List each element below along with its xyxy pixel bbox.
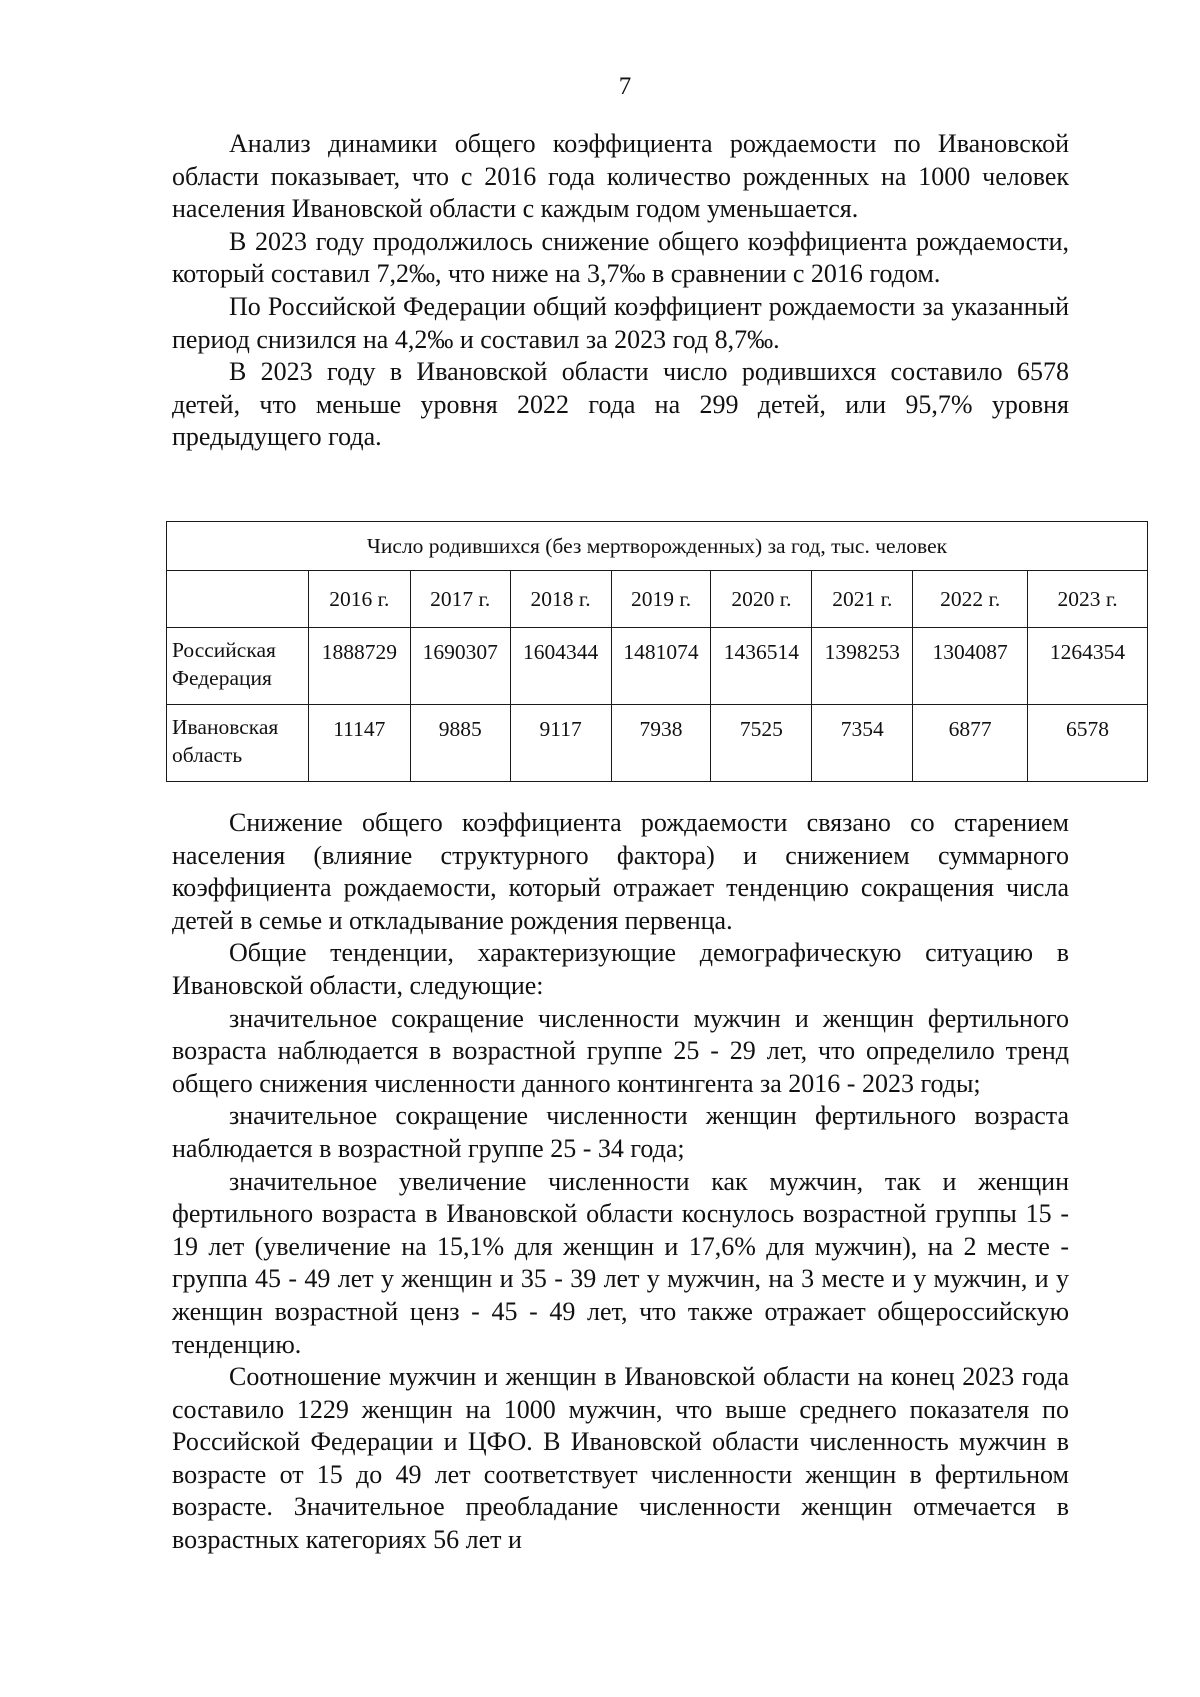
paragraph: В 2023 году в Ивановской области число родившихся составило 6578 детей, что меньше уровня 2022 года на 299 детей, или 95,7% уровня предыдущего года. bbox=[172, 357, 1069, 452]
table-cell: 7525 bbox=[711, 705, 812, 782]
list-item: значительное сокращение численности женщин фертильного возраста наблюдается в возрастной группе 25 - 34 года; bbox=[172, 1101, 1069, 1163]
paragraph: В 2023 году продолжилось снижение общего коэффициента рождаемости, который составил 7,2‰, что ниже на 3,7‰ в сравнении с 2016 годом. bbox=[172, 226, 1069, 289]
page-number: 7 bbox=[618, 73, 632, 100]
table-cell: 9117 bbox=[510, 705, 611, 782]
paragraph: Общие тенденции, характеризующие демографическую ситуацию в Ивановской области, следующие: bbox=[172, 938, 1069, 1000]
table-corner-cell bbox=[167, 571, 309, 628]
table-cell: 7938 bbox=[611, 705, 711, 782]
list-item: значительное увеличение численности как мужчин, так и женщин фертильного возраста в Ивановской области коснулось возрастной группы 15 - 19 лет (увеличение на 15,1% для женщин и 17,6% для мужчин), на 2 месте - группа 45 - 49 лет у женщин и 35 - 39 лет у мужчин, на 3 месте и у мужчин, и у женщин возрастной ценз - 45 - 49 лет, что также отражает общероссийскую тенденцию. bbox=[172, 1166, 1069, 1359]
year-header: 2019 г. bbox=[611, 571, 711, 628]
table-caption-row bbox=[167, 522, 1148, 571]
table-cell: 1481074 bbox=[611, 628, 711, 705]
births-table bbox=[166, 521, 1148, 782]
year-header: 2022 г. bbox=[913, 571, 1028, 628]
text-block-bottom bbox=[172, 807, 1069, 1557]
text-block-top bbox=[172, 128, 1069, 454]
table-caption: Число родившихся (без мертворожденных) за год, тыс. человек bbox=[167, 522, 1148, 571]
table-row-ivanovo bbox=[167, 705, 1148, 782]
table-cell: 1690307 bbox=[410, 628, 510, 705]
table-cell: 6578 bbox=[1028, 705, 1148, 782]
year-header: 2023 г. bbox=[1028, 571, 1148, 628]
year-header: 2017 г. bbox=[410, 571, 510, 628]
table-cell: 1436514 bbox=[711, 628, 812, 705]
table-row-russia bbox=[167, 628, 1148, 705]
table-cell: 1264354 bbox=[1028, 628, 1148, 705]
table-cell: 7354 bbox=[812, 705, 913, 782]
table-cell: 9885 bbox=[410, 705, 510, 782]
paragraph: Снижение общего коэффициента рождаемости связано со старением населения (влияние структурного фактора) и снижением суммарного коэффициента рождаемости, который отражает тенденцию сокращения числа детей в семье и откладывание рождения первенца. bbox=[172, 808, 1069, 935]
year-header: 2018 г. bbox=[510, 571, 611, 628]
table-cell: 1604344 bbox=[510, 628, 611, 705]
table-cell: 1398253 bbox=[812, 628, 913, 705]
row-label: Российская Федерация bbox=[167, 628, 309, 705]
year-header: 2020 г. bbox=[711, 571, 812, 628]
year-header: 2021 г. bbox=[812, 571, 913, 628]
table-cell: 6877 bbox=[913, 705, 1028, 782]
table-cell: 11147 bbox=[308, 705, 410, 782]
list-item: значительное сокращение численности мужчин и женщин фертильного возраста наблюдается в возрастной группе 25 - 29 лет, что определило тренд общего снижения численности данного контингента за 2016 - 2023 годы; bbox=[172, 1003, 1069, 1098]
year-header: 2016 г. bbox=[308, 571, 410, 628]
row-label: Ивановская область bbox=[167, 705, 309, 782]
table-cell: 1888729 bbox=[308, 628, 410, 705]
table-header-row bbox=[167, 571, 1148, 628]
paragraph: Анализ динамики общего коэффициента рождаемости по Ивановской области показывает, что с 2016 года количество рожденных на 1000 человек населения Ивановской области с каждым годом уменьшается. bbox=[172, 129, 1069, 224]
table-cell: 1304087 bbox=[913, 628, 1028, 705]
paragraph: Соотношение мужчин и женщин в Ивановской области на конец 2023 года составило 1229 женщин на 1000 мужчин, что выше среднего показателя по Российской Федерации и ЦФО. В Ивановской области численность мужчин в возрасте от 15 до 49 лет соответствует численности женщин в фертильном возрасте. Значительное преобладание численности женщин отмечается в возрастных категориях 56 лет и bbox=[172, 1362, 1069, 1555]
paragraph: По Российской Федерации общий коэффициент рождаемости за указанный период снизился на 4,2‰ и составил за 2023 год 8,7‰. bbox=[172, 291, 1069, 354]
